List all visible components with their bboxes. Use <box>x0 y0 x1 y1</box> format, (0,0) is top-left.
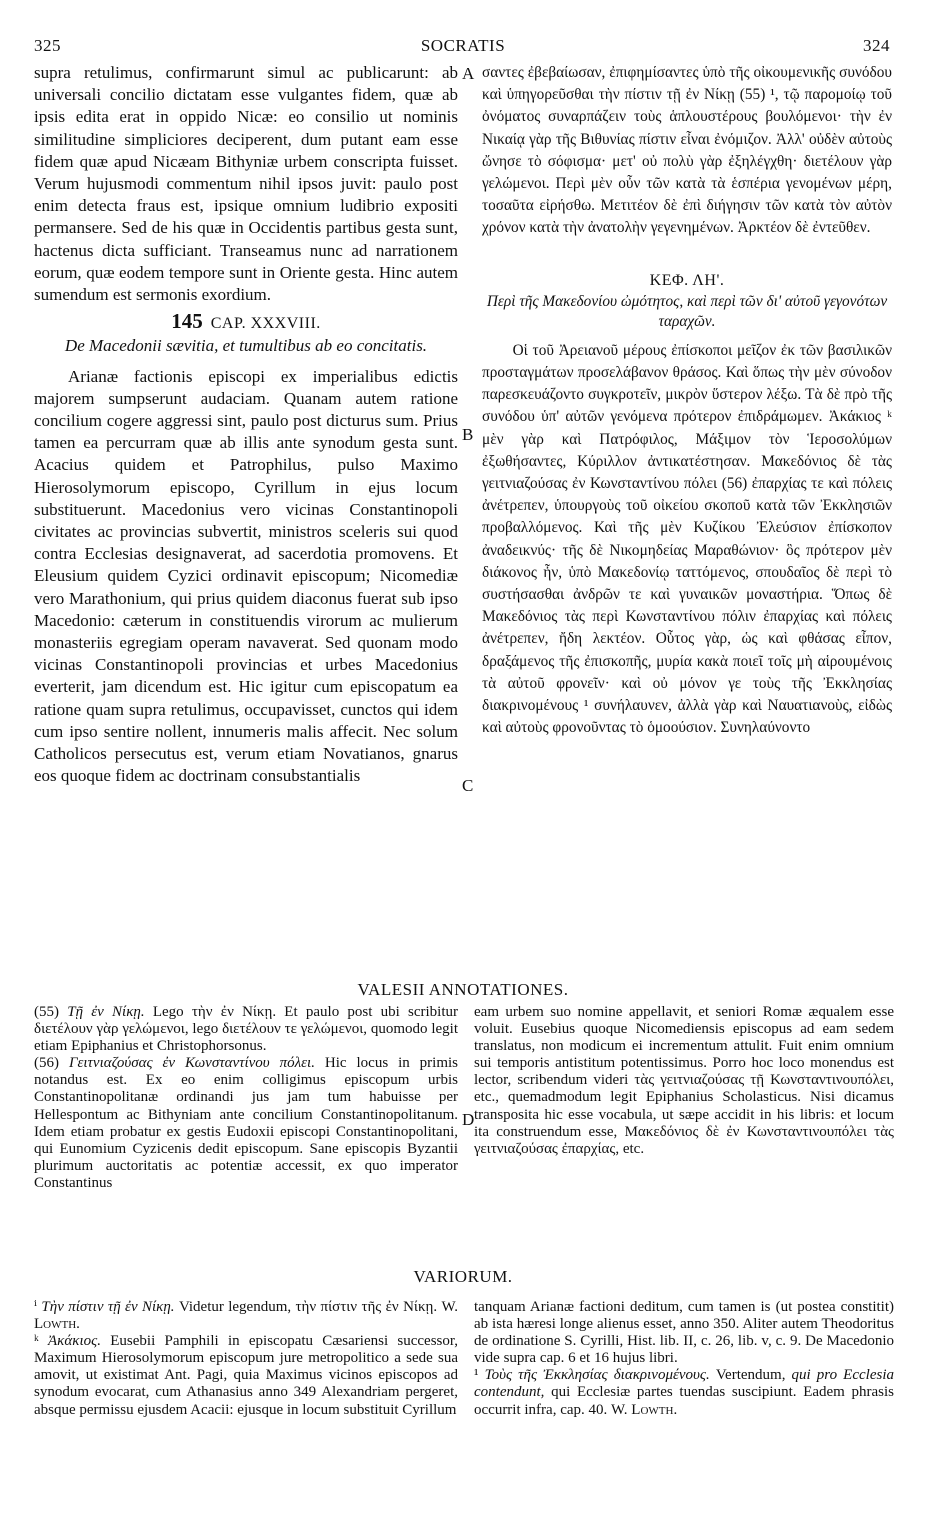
note-lemma: Ἀκάκιος. <box>48 1333 101 1350</box>
note-lemma: Γειτνιαζούσας ἐν Κωνσταντίνου πόλει. <box>68 1055 315 1072</box>
latin-continuation: supra retulimus, confirmarunt simul ac publicarunt: ab universali concilio dictatam esse vulgantes fidem, quæ ab ipsis edita erat in oppido Nicæ: eo consilio ut nominis similitudine simpliciores deciperent, dum putant eam esse fidem quæ apud Nicæam Bithyniæ urbem conscripta fuisset. Verum hujusmodi commentum nihil ipsos juvit: paulo post enim detecta fraus est, ipsique omnium ludibrio expositi permansere. Sed de his quæ in Occidentis partibus gesta sunt, hactenus dicta sufficiant. Transeamus nunc ad narrationem eorum, quæ eodem tempore sunt in Oriente gesta. Hinc autem sumendum est sermonis exordium. <box>34 63 458 305</box>
note-text: Videtur legendum, τὴν πίστιν τῆς ἐν Νίκῃ. <box>178 1299 438 1315</box>
greek-chapter-heading <box>482 270 892 292</box>
note-ref: (55) <box>34 1004 59 1020</box>
greek-chapter-label: ΚΕΦ. ΛΗ'. <box>649 271 725 289</box>
page-number-right: 324 <box>863 36 890 55</box>
greek-continuation: σαντες ἐβεβαίωσαν, ἐπιφημίσαντες ὑπὸ τῆς οἰκουμενικῆς συνόδου καὶ ὑπηγορεῦσθαι τὴν πίστιν τῇ ἐν Νίκῃ (55) ¹, τῷ παρομοίῳ τοῦ ὀνόματος συναρπάζειν τοὺς ἁπλουστέρους βουλόμενοι· τὴν ἐν Νικαίᾳ γὰρ τῆς Βιθυνίας πίστιν εἶναι ἐνόμιζον. Ἀλλ' οὐδὲν αὐτοὺς ὤνησε τὸ σόφισμα· μετ' οὐ πολὺ γὰρ ἐξηλέγχθη· διετέλουν γὰρ γελώμενοι. Περὶ μὲν οὖν τῶν κατὰ τὰ ἑσπέρια γενομένων μέρη, τοσαῦτα εἰρήσθω. Μετιτέον δὲ ἐπὶ διήγησιν τῶν κατὰ τὸν αὐτὸν χρόνον κατὰ τὴν ἀνατολὴν γεγενημένων. Ἀρκτέον δὲ ἐντεῦθεν. <box>482 64 892 237</box>
valesii-note-55 <box>34 1004 458 1055</box>
latin-chapter-label: CAP. XXXVIII. <box>210 315 321 333</box>
margin-letter-c: C <box>462 776 474 795</box>
greek-chapter-subtitle: Περὶ τῆς Μακεδονίου ὠμότητος, καὶ περὶ τῶν δι' αὐτοῦ γεγονότων ταραχῶν. <box>486 292 888 330</box>
greek-body: Οἱ τοῦ Ἀρειανοῦ μέρους ἐπίσκοποι μεῖζον ἐκ τῶν βασιλικῶν προσταγμάτων προσελάβανον θράσος. Καὶ ὅπως τὴν μὲν σύνοδον παρεσκευάζοντο συγκροτεῖν, μικρὸν ὕστερον λέξω. Τὰ δὲ πρὸ τῆς συνόδου ὑπ' αὐτῶν γενόμενα πρότερον ἐπιδράμωμεν. Ἀκάκιος ᵏ μὲν γὰρ καὶ Πατρόφιλος, Μάξιμον τὸν Ἱεροσολύμων ἐξωθήσαντες, Κύριλλον ἀντικατέστησαν. Μακεδόνιος δὲ τὰς γειτνιαζούσας ἐν Κωνσταντίνου πόλει (56) ἐπαρχίας τε καὶ πόλεις ἀνέτρεπεν, ὑπουργοὺς τοῦ οἰκείου σκοποῦ κατὰ τῶν Ἐκκλησιῶν προβαλλόμενος. Καὶ τῆς μὲν Κυζίκου Ἐλεύσιον ἐπίσκοπον ἀναδεικνύς· τῆς δὲ Νικομηδείας Μαραθώνιον· ὃς πρότερον μὲν διάκονος ἦν, ὑπὸ Μακεδονίῳ ταττόμενος, σπουδαῖος δὲ περὶ τὸ συστήσασθαι ἀνδρῶν τε καὶ γυναικῶν μοναστήρια. Ὅπως δὲ Μακεδόνιος τὰς περὶ Κωνσταντίνου πόλιν ἐπαρχίας καὶ πόλεις ἀνέτρεπεν, ἤδη λεκτέον. Οὗτος γὰρ, ὡς καὶ φθάσας εἶπον, δραξάμενος τῆς ἐπισκοπῆς, μυρία κακὰ ποιεῖ τοῖς μὴ αἱρουμένοις τὰ αὐτοῦ φρονεῖν· καὶ οὐ μόνον γε τοὺς τῆς Ἐκκλησίας διακρινομένους ¹ συνήλαυνεν, ἀλλὰ γὰρ καὶ Ναυατιανοὺς, εἰδὼς καὶ αὐτοὺς φρονοῦντας τὸ ὁμοούσιον. Συνηλαύνοντο <box>482 341 892 737</box>
variorum-note-l <box>474 1367 894 1418</box>
valesii-left-column <box>34 1004 458 1192</box>
valesii-note-56-continued: eam urbem suo nomine appellavit, et seniori Romæ æqualem esse voluit. Eusebius quoque Nicomediensis episcopus ad eam sedem translatus, non modicum ei incrementum attulit. Fuit enim omnium sui temporis antistitum potentissimus. Porro hoc loco monendus est lector, scribendum videri τὰς γειτνιαζούσας τῇ Κωνσταντινουπόλει, etc., quemadmodum legit Epiphanius Scholasticus. Nisi dicamus transposita hic esse vocabula, ut sæpe accidit in his libris: et locum ita construendum esse, Μακεδόνιος δὲ ἐν Κωνσταντινουπόλει τὰς γειτνιαζούσας ἐπαρχίας, etc. <box>474 1004 894 1157</box>
chapter-number: 145 <box>171 309 203 334</box>
variorum-note-k <box>34 1333 458 1418</box>
valesii-title: VALESII ANNOTATIONES. <box>357 980 569 999</box>
note-marker: ⁱ <box>34 1299 38 1315</box>
note-lemma: Τῇ ἐν Νίκῃ. <box>67 1004 145 1020</box>
variorum-note-i <box>34 1299 458 1333</box>
note-marker: ᵏ <box>34 1333 39 1350</box>
latin-body: Arianæ factionis episcopi ex imperialibus edictis majorem sumpserunt audaciam. Quanam autem ratione concilium cogere aggressi sint, paulo post dicturus sum. Prius tamen ea percurram quæ ab illis ante synodum gesta sunt. Acacius quidem et Patrophilus, pulso Maximo Hierosolymorum episcopo, Cyrillum in ejus locum substituerunt. Macedonius vero vicinas Constantinopoli civitates ac provincias subvertit, ministros sceleris sui quod contra Ecclesias designaverat, ad sacerdotia promovens. Et Eleusium quidem Cyzici ordinavit episcopum; Nicomediæ vero Marathonium, qui prius quidem diaconus fuerat sub ipso Macedonio: cæterum in constituendis virorum ac mulierum monasteriis egregiam operam navaverat. Sed quonam modo vicinas Constantinopoli provincias et urbes Macedonius everterit, jam dicendum est. Hic igitur cum episcopatum ea ratione quam supra retulimus, occupavisset, cunctos qui idem cum ipso sentire nollent, innumeris malis affecit. Nec solum Catholicos persecutus est, verum etiam Novatianos, gnarus eos quoque fidem ac doctrinam consubstantialis <box>34 366 458 786</box>
note-author: W. Lowth. <box>34 1299 459 1333</box>
variorum-left-column <box>34 1299 458 1419</box>
note-author: W. Lowth. <box>611 1401 678 1418</box>
valesii-right-column <box>474 1004 894 1158</box>
latin-column <box>34 62 458 788</box>
variorum-note-k-continued: tanquam Arianæ factioni deditum, cum tamen is (ut postea constitit) ab ista hæresi longe alienus esset, anno 350. Aliter autem Theodoritus de ordinatione S. Cyrilli, Hist. lib. II, c. 26, lib. v, c. 9. De Macedonio vide supra cap. 6 et 16 hujus libri. <box>474 1299 894 1367</box>
variorum-title: VARIORUM. <box>413 1267 513 1286</box>
note-lemma: Τὴν πίστιν τῇ ἐν Νίκῃ. <box>41 1299 175 1315</box>
note-text-italic: qui pro Ecclesia contendunt, <box>474 1367 894 1401</box>
margin-letter-a: A <box>462 64 475 83</box>
note-ref: (56) <box>34 1055 59 1072</box>
running-title: SOCRATIS <box>420 36 506 55</box>
variorum-right-column <box>474 1299 894 1419</box>
note-text: Eusebii Pamphili in episcopatu Cæsariensi successor, Maximum Hierosolymorum episcopum jure metropolitico a sede sua amovit, ut existimat Ant. Pagi, quia Maximus vicinos episcopos ad synodum evocarat, cum Athanasius anno 349 Alexandriam pergeret, absque permissu ejusdem Acacii: ejusque in locum substituit Cyrillum <box>34 1333 459 1418</box>
greek-column <box>482 62 892 739</box>
latin-chapter-subtitle: De Macedonii sævitia, et tumultibus ab eo concitatis. <box>64 336 428 356</box>
valesii-note-56 <box>34 1055 458 1192</box>
note-marker: ¹ <box>474 1367 479 1384</box>
note-text: Vertendum, <box>715 1367 786 1384</box>
margin-letter-b: B <box>462 425 474 444</box>
note-text: Hic locus in primis notandus est. Ex eo enim colligimus episcopum urbis Constantinopolitanæ ordinandi jus jam tum habuisse per Hellespontum ac Bithyniam ante concilium Constantinopolitanum. Idem etiam probatur ex gestis Eudoxii episcopi Constantinopolitani, qui Eunomium Cyzicenis dedit episcopum. Sane episcopis Byzantii plurimum auctoritatis ac potentiæ accessit, ex quo imperator Constantinus <box>34 1055 459 1191</box>
note-text: qui Ecclesiæ partes tuendas suscipiunt. Eadem phrasis occurrit infra, cap. 40. <box>474 1384 895 1418</box>
latin-chapter-heading <box>34 310 458 335</box>
note-lemma: Τοὺς τῆς Ἐκκλησίας διακρινομένους. <box>484 1367 710 1384</box>
margin-letter-d: D <box>462 1110 475 1129</box>
note-text: Lego τὴν ἐν Νίκῃ. Et paulo post ubi scribitur διετέλουν γὰρ γελώμενοι, lego διετέλουν τε γελώμενοι, quomodo legit etiam Epiphanius et Christophorsonus. <box>34 1004 459 1055</box>
page-number-left: 325 <box>34 36 61 55</box>
